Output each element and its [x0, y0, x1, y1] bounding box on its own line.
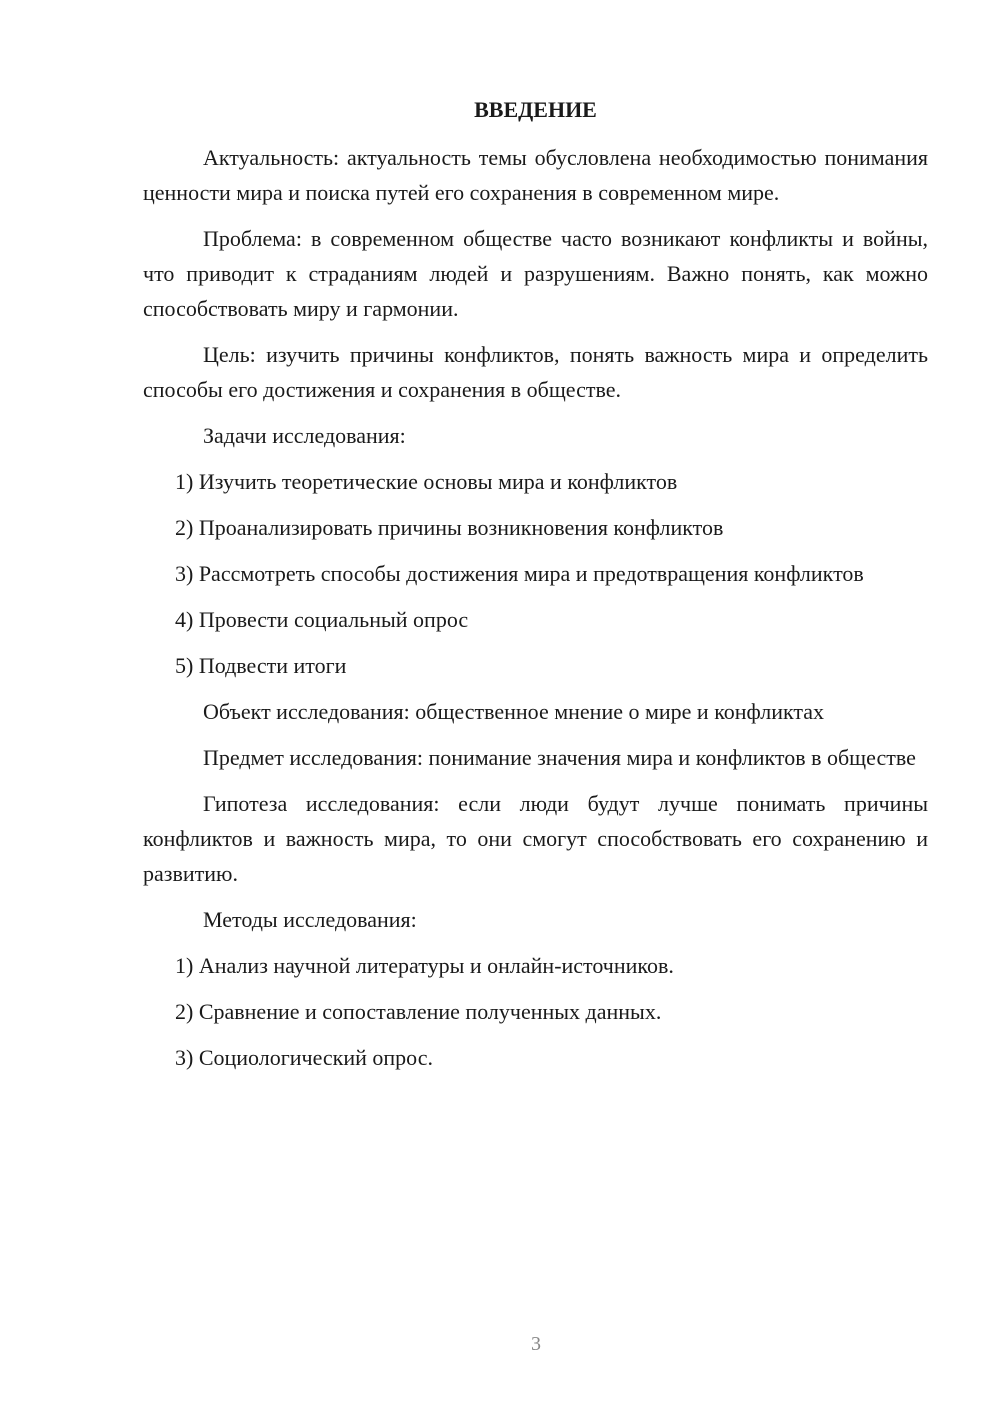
task-item: 3) Рассмотреть способы достижения мира и предотвращения конфликтов [175, 561, 864, 586]
methods-heading: Методы исследования: [203, 907, 417, 932]
method-item: 3) Социологический опрос. [175, 1045, 433, 1070]
page-content [143, 92, 928, 1086]
method-item: 1) Анализ научной литературы и онлайн-источников. [175, 953, 674, 978]
object-paragraph: Объект исследования: общественное мнение о мире и конфликтах [203, 699, 825, 724]
section-title: ВВЕДЕНИЕ [474, 97, 597, 122]
hypothesis-paragraph: Гипотеза исследования: если люди будут лучше понимать причины конфликтов и важность мира, то они смогут способствовать его сохранению и развитию. [143, 791, 928, 886]
task-item: 1) Изучить теоретические основы мира и конфликтов [175, 469, 678, 494]
goal-paragraph: Цель: изучить причины конфликтов, понять важность мира и определить способы его достижения и сохранения в обществе. [143, 342, 928, 402]
subject-paragraph: Предмет исследования: понимание значения мира и конфликтов в обществе [203, 745, 916, 770]
task-item: 4) Провести социальный опрос [175, 607, 469, 632]
relevance-paragraph: Актуальность: актуальность темы обусловлена необходимостью понимания ценности мира и поиска путей его сохранения в современном мире. [143, 145, 928, 205]
tasks-heading: Задачи исследования: [203, 423, 406, 448]
task-item: 2) Проанализировать причины возникновения конфликтов [175, 515, 724, 540]
task-item: 5) Подвести итоги [175, 653, 347, 678]
method-item: 2) Сравнение и сопоставление полученных данных. [175, 999, 662, 1024]
problem-paragraph: Проблема: в современном обществе часто возникают конфликты и войны, что приводит к страданиям людей и разрушениям. Важно понять, как можно способствовать миру и гармонии. [143, 226, 928, 321]
page-number: 3 [531, 1333, 541, 1355]
